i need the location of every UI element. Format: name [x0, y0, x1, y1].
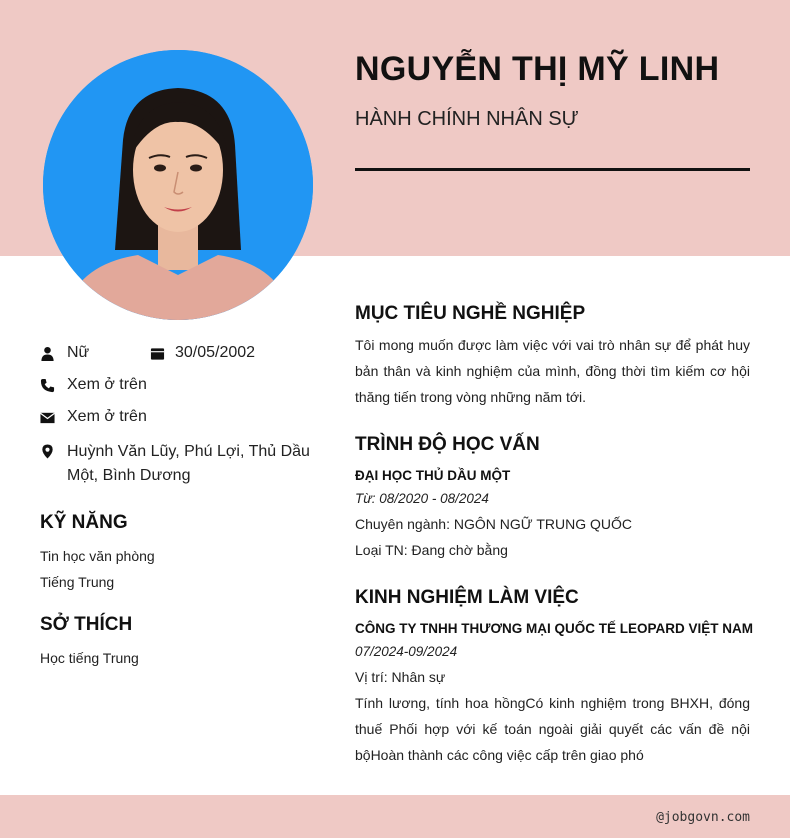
objective-heading: MỤC TIÊU NGHỀ NGHIỆP [355, 303, 586, 324]
phone-row [40, 376, 147, 394]
gender-row [40, 344, 89, 362]
dob-value: 30/05/2002 [175, 344, 256, 361]
email-row [40, 408, 147, 426]
education-major: Chuyên ngành: NGÔN NGỮ TRUNG QUỐC [355, 516, 632, 532]
hobby-item: Học tiếng Trung [40, 650, 139, 666]
calendar-icon [150, 346, 165, 361]
candidate-job-title: HÀNH CHÍNH NHÂN SỰ [355, 108, 579, 130]
footer-credit: @jobgovn.com [656, 810, 750, 825]
experience-period: 07/2024-09/2024 [355, 644, 458, 659]
education-school: ĐẠI HỌC THỦ DẦU MỘT [355, 468, 511, 483]
skills-heading: KỸ NĂNG [40, 512, 128, 533]
objective-text: Tôi mong muốn được làm việc với vai trò nhân sự để phát huy bản thân và kinh nghiệm của mình, đồng thời tìm kiếm cơ hội thăng tiến trong vòng những năm tới. [355, 337, 750, 405]
profile-photo [43, 50, 313, 320]
address-value: Huỳnh Văn Lũy, Phú Lợi, Thủ Dầu Một, Bình Dương [67, 443, 310, 484]
education-period: Từ: 08/2020 - 08/2024 [355, 491, 489, 506]
experience-description: Tính lương, tính hoa hồngCó kinh nghiệm trong BHXH, đóng thuế Phối hợp với kế toán ngoài giải quyết các vấn đề nội bộHoàn thành các công việc cấp trên giao phó [355, 695, 750, 763]
education-graduation: Loại TN: Đang chờ bằng [355, 542, 508, 558]
envelope-icon [40, 410, 55, 425]
gender-value: Nữ [67, 344, 90, 361]
address-row [40, 440, 310, 488]
phone-icon [40, 378, 55, 393]
experience-company: CÔNG TY TNHH THƯƠNG MẠI QUỐC TẾ LEOPARD VIỆT NAM [355, 621, 753, 636]
title-divider [355, 168, 750, 171]
person-icon [40, 346, 55, 361]
experience-position: Vị trí: Nhân sự [355, 669, 446, 685]
skill-item: Tiếng Trung [40, 574, 115, 590]
hobbies-list [40, 645, 139, 671]
location-pin-icon [40, 444, 55, 459]
skills-list [40, 543, 155, 595]
email-value: Xem ở trên [67, 408, 147, 425]
hobbies-heading: SỞ THÍCH [40, 614, 133, 635]
phone-value: Xem ở trên [67, 376, 147, 393]
candidate-name: NGUYỄN THỊ MỸ LINH [355, 50, 720, 88]
skill-item: Tin học văn phòng [40, 548, 155, 564]
dob-row [150, 344, 255, 362]
experience-heading: KINH NGHIỆM LÀM VIỆC [355, 587, 579, 608]
education-heading: TRÌNH ĐỘ HỌC VẤN [355, 434, 540, 455]
